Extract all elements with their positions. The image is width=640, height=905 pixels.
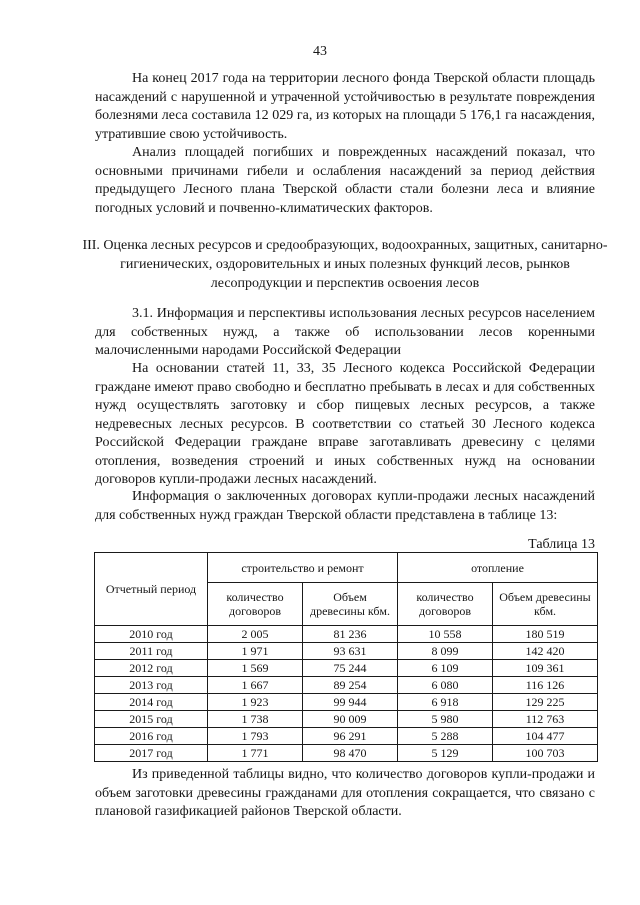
header-period: Отчетный период bbox=[95, 553, 208, 626]
cell-heating-count: 6 080 bbox=[398, 677, 493, 694]
cell-heating-count: 10 558 bbox=[398, 626, 493, 643]
paragraph-table-intro: Информация о заключенных договорах купли-продажи лесных насаждений для собственных нужд граждан Тверской области представлена в таблице 13: bbox=[95, 489, 595, 523]
header-heating-volume: Объем древесины кбм. bbox=[493, 583, 598, 626]
cell-period: 2017 год bbox=[95, 745, 208, 762]
cell-heating-count: 5 129 bbox=[398, 745, 493, 762]
cell-period: 2016 год bbox=[95, 728, 208, 745]
cell-construction-count: 1 793 bbox=[208, 728, 303, 745]
cell-construction-count: 1 971 bbox=[208, 643, 303, 660]
cell-construction-count: 1 923 bbox=[208, 694, 303, 711]
cell-construction-volume: 89 254 bbox=[303, 677, 398, 694]
cell-construction-volume: 99 944 bbox=[303, 694, 398, 711]
cell-heating-count: 5 980 bbox=[398, 711, 493, 728]
table-row bbox=[95, 643, 598, 660]
cell-heating-volume: 104 477 bbox=[493, 728, 598, 745]
cell-heating-volume: 109 361 bbox=[493, 660, 598, 677]
header-construction-count: количество договоров bbox=[208, 583, 303, 626]
cell-construction-volume: 96 291 bbox=[303, 728, 398, 745]
cell-heating-volume: 129 225 bbox=[493, 694, 598, 711]
cell-period: 2013 год bbox=[95, 677, 208, 694]
cell-heating-volume: 116 126 bbox=[493, 677, 598, 694]
header-construction: строительство и ремонт bbox=[208, 553, 398, 583]
cell-construction-count: 2 005 bbox=[208, 626, 303, 643]
paragraph-forest-damage: На конец 2017 года на территории лесного фонда Тверской области площадь насаждений с нарушенной и утраченной устойчивостью в результате повреждения болезнями леса составила 12 029 га, из которых на площади 5 176,1 га насаждения, утратившие свою устойчивость. bbox=[95, 71, 595, 142]
contracts-table bbox=[94, 552, 598, 762]
header-construction-volume: Объем древесины кбм. bbox=[303, 583, 398, 626]
cell-period: 2010 год bbox=[95, 626, 208, 643]
table-row bbox=[95, 728, 598, 745]
cell-construction-count: 1 667 bbox=[208, 677, 303, 694]
cell-heating-volume: 100 703 bbox=[493, 745, 598, 762]
cell-period: 2011 год bbox=[95, 643, 208, 660]
paragraph-section-3-1: 3.1. Информация и перспективы использования лесных ресурсов населением для собственных нужд, а также об использовании лесов коренными малочисленными народами Российской Федерации bbox=[95, 306, 595, 358]
cell-heating-volume: 180 519 bbox=[493, 626, 598, 643]
cell-heating-count: 8 099 bbox=[398, 643, 493, 660]
cell-construction-volume: 93 631 bbox=[303, 643, 398, 660]
table-row bbox=[95, 745, 598, 762]
table-row bbox=[95, 626, 598, 643]
table-row bbox=[95, 677, 598, 694]
paragraph-conclusion: Из приведенной таблицы видно, что количество договоров купли-продажи и объем заготовки древесины гражданами для отопления сокращается, что связано с плановой газификацией районов Тверской области. bbox=[95, 767, 595, 819]
cell-heating-count: 6 918 bbox=[398, 694, 493, 711]
cell-construction-volume: 90 009 bbox=[303, 711, 398, 728]
cell-construction-volume: 98 470 bbox=[303, 745, 398, 762]
cell-construction-count: 1 738 bbox=[208, 711, 303, 728]
cell-heating-volume: 142 420 bbox=[493, 643, 598, 660]
cell-period: 2012 год bbox=[95, 660, 208, 677]
cell-construction-volume: 81 236 bbox=[303, 626, 398, 643]
paragraph-damage-analysis: Анализ площадей погибших и поврежденных насаждений показал, что основными причинами гибели и ослабления насаждений за период действия предыдущего Лесного плана Тверской области стали болезни леса и влияние погодных условий и почвенно-климатических факторов. bbox=[95, 145, 595, 216]
cell-construction-count: 1 771 bbox=[208, 745, 303, 762]
header-heating-count: количество договоров bbox=[398, 583, 493, 626]
table-row bbox=[95, 694, 598, 711]
cell-construction-count: 1 569 bbox=[208, 660, 303, 677]
table-row bbox=[95, 660, 598, 677]
table-row bbox=[95, 711, 598, 728]
cell-period: 2014 год bbox=[95, 694, 208, 711]
cell-heating-volume: 112 763 bbox=[493, 711, 598, 728]
table-caption: Таблица 13 bbox=[528, 537, 595, 552]
header-heating: отопление bbox=[398, 553, 598, 583]
paragraph-forest-code: На основании статей 11, 33, 35 Лесного кодекса Российской Федерации граждане имеют право свободно и бесплатно пребывать в лесах и для собственных нужд осуществлять заготовку и сбор пищевых лесных ресурсов, а также недревесных лесных ресурсов. В соответствии со статьей 30 Лесного кодекса Российской Федерации граждане вправе заготавливать древесину с целями отопления, возведения строений и иных собственных нужд на основании договоров купли-продажи лесных насаждений. bbox=[95, 361, 595, 487]
cell-period: 2015 год bbox=[95, 711, 208, 728]
page-number: 43 bbox=[313, 44, 327, 59]
cell-construction-volume: 75 244 bbox=[303, 660, 398, 677]
section-heading: III. Оценка лесных ресурсов и средообразующих, водоохранных, защитных, санитарно-гигиенических, оздоровительных и иных полезных функций лесов, рынков лесопродукции и перспектив освоения лесов bbox=[82, 238, 608, 291]
cell-heating-count: 6 109 bbox=[398, 660, 493, 677]
cell-heating-count: 5 288 bbox=[398, 728, 493, 745]
